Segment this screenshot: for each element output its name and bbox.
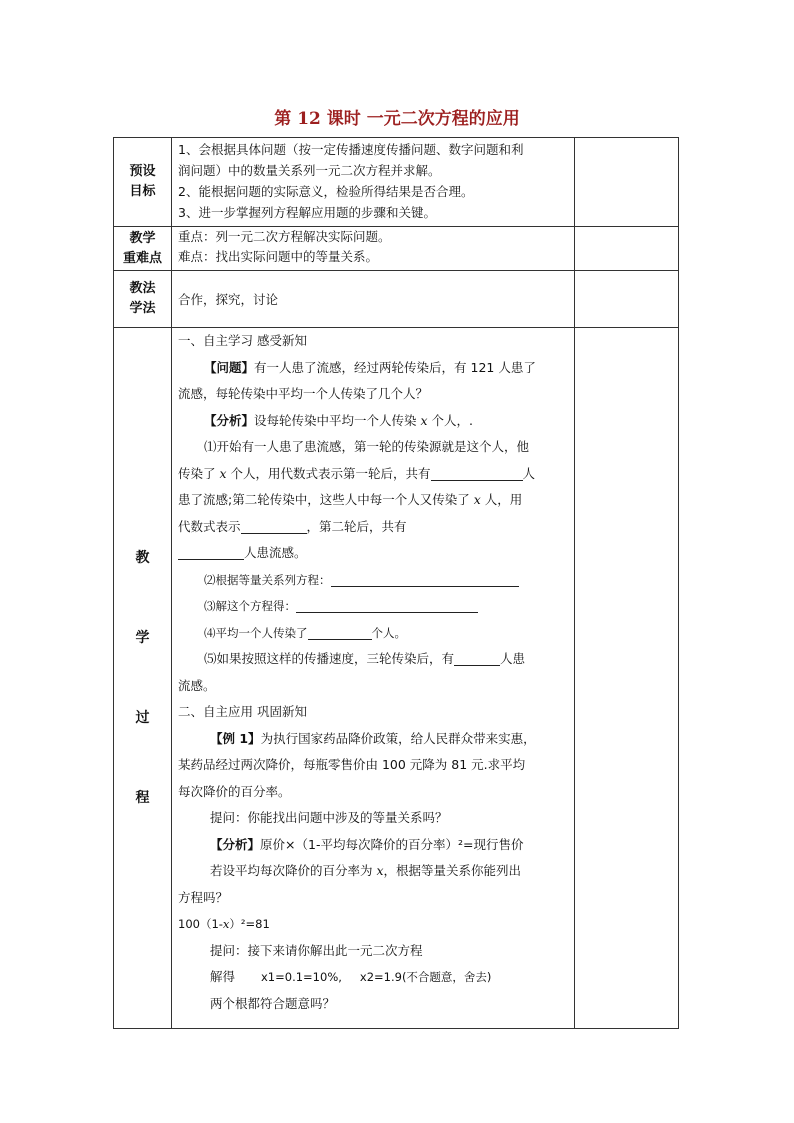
- step1-b2: 个人，用代数式表示第一轮后，共有: [226, 465, 431, 481]
- var-x: x: [222, 917, 230, 931]
- suppose-line-1: [178, 858, 568, 885]
- methods-label-line1: 教法: [129, 281, 156, 296]
- problem-line-1: [178, 355, 568, 382]
- equation-b: ）²=81: [229, 917, 270, 931]
- analysis-text-b: 个人，.: [427, 412, 474, 428]
- analysis-line: [178, 408, 568, 435]
- total-after-round2-blank[interactable]: [178, 544, 244, 560]
- goals-label-line2: 目标: [129, 184, 156, 199]
- root2: x2=1.9(不合题意，舍去): [359, 970, 492, 984]
- difficulty-line: 难点：找出实际问题中的等量关系。: [178, 249, 379, 264]
- equation-blank[interactable]: [331, 571, 519, 587]
- goals-label: [114, 138, 172, 227]
- process-content: [172, 328, 575, 1029]
- section2-heading: 二、自主应用 巩固新知: [178, 704, 307, 719]
- step1-line-2: [178, 461, 568, 488]
- goals-line-4: 3、进一步掌握列方程解应用题的步骤和关键。: [178, 205, 436, 220]
- process-label-char-4: 程: [135, 790, 150, 806]
- section1-heading: 一、自主学习 感受新知: [178, 333, 307, 348]
- process-label-char-1: 教: [135, 550, 150, 566]
- step5-a: ⑸如果按照这样的传播速度，三轮传染后，有: [204, 651, 455, 666]
- analysis-text-a: 设每轮传染中平均一个人传染: [254, 412, 421, 428]
- example-tag: 【例 1】: [210, 730, 261, 746]
- process-notes: [575, 328, 679, 1029]
- ask3-line: 两个根都符合题意吗？: [210, 995, 336, 1011]
- step3-line: [178, 593, 568, 620]
- example-line-1: [178, 726, 568, 753]
- solve-label: 解得: [210, 969, 236, 984]
- analysis2-tag: 【分析】: [210, 836, 261, 852]
- var-x: x: [473, 492, 481, 507]
- key-points-label: [114, 227, 172, 271]
- analysis2-text: 原价×（1-平均每次降价的百分率）²=现行售价: [260, 836, 524, 852]
- example-line-3: 每次降价的百分率。: [178, 783, 291, 799]
- step1-b3: 人: [522, 465, 536, 481]
- methods-row: [114, 271, 679, 328]
- step1-line-4: [178, 514, 568, 541]
- key-points-row: [114, 227, 679, 271]
- problem-line-2: 流感，每轮传染中平均一个人传染了几个人？: [178, 386, 429, 401]
- suppose-l1a: 若设平均每次降价的百分率为: [210, 863, 377, 878]
- key-point-line: 重点：列一元二次方程解决实际问题。: [178, 229, 391, 244]
- round3-total-blank[interactable]: [454, 650, 500, 666]
- analysis-tag: 【分析】: [204, 412, 255, 428]
- key-points-content: [172, 227, 575, 271]
- roots-line: [178, 964, 568, 991]
- average-infected-blank[interactable]: [308, 624, 372, 640]
- suppose-l1b: ，根据等量关系你能列出: [383, 863, 522, 878]
- goals-label-line1: 预设: [129, 164, 156, 179]
- var-x: x: [219, 465, 227, 481]
- analysis2-line: [178, 832, 568, 859]
- example-line-2: 某药品经过两次降价，每瓶零售价由 100 元降为 81 元.求平均: [178, 757, 526, 772]
- methods-label-line2: 学法: [129, 301, 156, 316]
- process-label-char-2: 学: [135, 630, 150, 646]
- methods-notes: [575, 271, 679, 328]
- suppose-line-2: 方程吗？: [178, 889, 229, 905]
- equation-line: [178, 911, 568, 938]
- step2-text: ⑵根据等量关系列方程：: [204, 572, 331, 587]
- lesson-plan-table: [113, 137, 679, 1029]
- methods-label: [114, 271, 172, 328]
- process-row: [114, 328, 679, 1029]
- process-label: [114, 328, 172, 1029]
- var-x: x: [376, 863, 384, 878]
- step4-a: ⑷平均一个人传染了: [204, 625, 308, 640]
- ask2-line: 提问：接下来请你解出此一元二次方程: [210, 942, 423, 958]
- step1-line-3: [178, 487, 568, 514]
- step1-e: 人患流感。: [244, 545, 307, 560]
- goals-content: [172, 138, 575, 227]
- step2-line: [178, 567, 568, 594]
- problem-text-1: 有一人患了流感，经过两轮传染后，有 121 人患了: [254, 359, 536, 375]
- goals-line-3: 2、能根据问题的实际意义，检验所得结果是否合理。: [178, 184, 474, 199]
- step1-c1: 患了流感;第二轮传染中，这些人中每一个人又传染了: [178, 492, 474, 507]
- key-points-notes: [575, 227, 679, 271]
- goals-notes: [575, 138, 679, 227]
- goals-line-2: 润问题）中的数量关系列一元二次方程并求解。: [178, 163, 441, 178]
- goals-row: [114, 138, 679, 227]
- step1-line-5: [178, 540, 568, 567]
- equation-a: 100（1-: [178, 917, 223, 931]
- total-after-round1-blank[interactable]: [431, 465, 523, 481]
- key-points-label-line1: 教学: [129, 230, 156, 246]
- step5-line-2: 流感。: [178, 677, 216, 693]
- methods-content: [172, 271, 575, 328]
- root1: x1=0.1=10%,: [261, 970, 342, 984]
- goals-line-1: 1、会根据具体问题（按一定传播速度传播问题、数字问题和利: [178, 142, 524, 157]
- process-label-char-3: 过: [135, 710, 150, 726]
- round2-expression-blank[interactable]: [241, 518, 307, 534]
- step1-c2: 人，用: [480, 492, 523, 507]
- step1-d1: 代数式表示: [178, 518, 241, 534]
- step5-line-1: [178, 646, 568, 673]
- step4-line: [178, 620, 568, 647]
- solution-blank[interactable]: [296, 597, 478, 613]
- step4-b: 个人。: [371, 625, 406, 640]
- step5-b: 人患: [500, 651, 526, 666]
- example-text-1: 为执行国家药品降价政策，给人民群众带来实惠，: [260, 730, 536, 746]
- methods-text: 合作，探究，讨论: [178, 292, 279, 307]
- key-points-label-line2: 重难点: [122, 250, 162, 266]
- var-x: x: [420, 412, 428, 428]
- page-title: 第 12 课时 一元二次方程的应用: [274, 109, 520, 129]
- step1-b1: 传染了: [178, 465, 220, 481]
- ask1-line: 提问：你能找出问题中涉及的等量关系吗？: [210, 810, 448, 825]
- step1-line-1: ⑴开始有一人患了患流感，第一轮的传染源就是这个人，他: [204, 439, 530, 454]
- step3-text: ⑶解这个方程得：: [204, 599, 296, 613]
- problem-tag: 【问题】: [204, 359, 255, 375]
- step1-d2: ，第二轮后，共有: [306, 518, 407, 534]
